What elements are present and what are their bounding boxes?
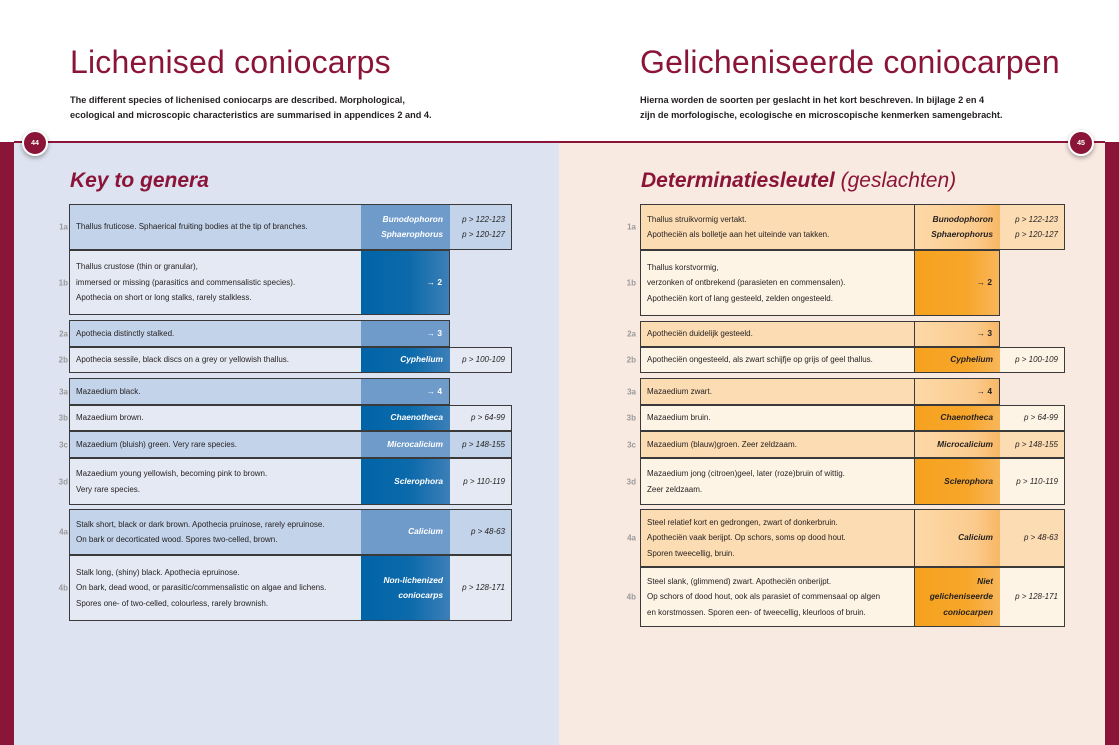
couplet-description: [640, 378, 914, 405]
description-line: Thallus struikvormig vertakt.: [647, 214, 747, 224]
description-line: en korstmossen. Sporen een- of tweecellig, kleurloos of bruin.: [647, 607, 866, 617]
page-ref-line: p > 48-63: [470, 527, 505, 537]
description-line: Stalk long, (shiny) black. Apothecia epruinose.: [76, 567, 240, 577]
page-ref-line: p > 100-109: [462, 355, 505, 365]
lead-to-couplet: [914, 378, 1000, 405]
key-title-right: [641, 169, 956, 193]
description-line: On bark or decorticated wood. Spores two-celled, brown.: [76, 535, 278, 544]
couplet-description: [69, 509, 361, 555]
genus-name: [914, 509, 1000, 567]
genus-line: coniocarpen: [943, 606, 993, 617]
description-line: Thallus crustose (thin or granular),: [76, 262, 198, 272]
couplet-code: 1a: [59, 222, 68, 232]
couplet-code: 4a: [59, 527, 68, 537]
page-ref-line: p > 120-127: [1015, 230, 1058, 239]
couplet-code: 4b: [626, 592, 636, 602]
key-title-main: Determinatiesleutel: [641, 169, 835, 192]
genus-name: [914, 431, 1000, 458]
couplet-code: 2a: [627, 329, 636, 339]
genus-line: Sclerophora: [394, 475, 443, 486]
couplet-description: [69, 320, 361, 347]
right-edge-strip: [1105, 142, 1119, 745]
description-line: Mazaedium jong (citroen)geel, later (roze)bruin of wittig.: [647, 469, 845, 478]
couplet-description: [640, 405, 914, 431]
header-divider-left: [14, 141, 559, 143]
right-page-intro: [640, 93, 1110, 123]
page-reference: [1000, 431, 1065, 458]
genus-name: [361, 347, 450, 373]
lead-arrow-label: → 2: [426, 276, 442, 287]
couplet-description: [640, 458, 914, 505]
genus-name: [361, 555, 450, 621]
couplet-code: 1a: [627, 222, 636, 232]
couplet-description: [640, 250, 914, 316]
page-reference: [450, 509, 512, 555]
description-line: On bark, dead wood, or parasitic/commensalistic on algae and lichens.: [76, 583, 327, 593]
description-line: Apothecia distinctly stalked.: [76, 328, 175, 338]
couplet-code: 2b: [626, 355, 636, 365]
page-reference: [1000, 509, 1065, 567]
genus-line: Niet: [977, 575, 993, 586]
key-title-left: Key to genera: [70, 169, 209, 192]
genus-name: [914, 204, 1000, 250]
page-number-badge-left: 44: [22, 130, 48, 156]
lead-arrow-label: → 3: [426, 327, 442, 338]
page-ref-line: p > 128-171: [462, 583, 505, 593]
description-line: Very rare species.: [76, 484, 141, 494]
genus-line: Microcalicium: [937, 438, 993, 449]
couplet-description: [69, 250, 361, 315]
couplet-description: [69, 555, 361, 621]
description-line: Mazaedium (blauw)groen. Zeer zeldzaam.: [647, 439, 797, 449]
genus-line: Cyphelium: [950, 354, 993, 365]
description-line: Spores one- of two-celled, colourless, rarely brownish.: [76, 598, 269, 608]
genus-line: Cyphelium: [400, 354, 443, 365]
page-ref-line: p > 148-155: [1015, 439, 1058, 449]
page-reference: [1000, 347, 1065, 373]
page-ref-line: p > 128-171: [1015, 592, 1058, 602]
page-ref-line: p > 120-127: [462, 230, 505, 239]
lead-to-couplet: [361, 378, 450, 405]
genus-line: Microcalicium: [387, 438, 443, 449]
right-page-header: [559, 0, 1119, 142]
page-reference: [1000, 321, 1065, 347]
description-line: Apothecia on short or long stalks, rarely stalkless.: [76, 293, 252, 303]
couplet-code: 2b: [58, 355, 68, 365]
genus-name: [361, 204, 450, 250]
couplet-code: 4a: [627, 533, 636, 543]
couplet-description: [640, 204, 914, 250]
intro-line: Hierna worden de soorten per geslacht in het kort beschreven. In bijlage 2 en 4: [640, 95, 985, 105]
lead-arrow-label: → 4: [976, 385, 992, 396]
genus-line: Chaenotheca: [940, 412, 993, 423]
lead-arrow-label: → 2: [976, 277, 992, 288]
genus-line: coniocarps: [398, 590, 443, 600]
page-reference: [450, 204, 512, 250]
genus-name: [361, 405, 450, 431]
couplet-description: [69, 458, 361, 505]
left-page-intro: [70, 93, 540, 123]
genus-line: Calicium: [408, 526, 443, 537]
lead-to-couplet: [361, 250, 450, 315]
couplet-description: [69, 378, 361, 405]
genus-name: [914, 347, 1000, 373]
genus-line: Sphaerophorus: [931, 229, 993, 239]
left-edge-strip: [0, 142, 14, 745]
page-reference: [450, 431, 512, 458]
left-page-title: Lichenised coniocarps: [70, 44, 391, 80]
description-line: verzonken of ontbrekend (parasieten en commensalen).: [647, 278, 846, 288]
page-reference: [1000, 405, 1065, 431]
couplet-code: 4b: [58, 583, 68, 593]
couplet-code: 1b: [58, 278, 68, 287]
couplet-description: [640, 509, 914, 567]
couplet-description: [640, 431, 914, 458]
couplet-description: [69, 405, 361, 431]
couplet-description: [640, 567, 914, 627]
couplet-code: 3d: [58, 477, 68, 486]
description-line: Mazaedium (bluish) green. Very rare species.: [76, 439, 237, 449]
genus-line: Bunodophoron: [932, 213, 993, 224]
genus-line: Non-lichenized: [383, 574, 443, 585]
lead-to-couplet: [914, 321, 1000, 347]
couplet-code: 2a: [59, 329, 68, 338]
genus-name: [914, 405, 1000, 431]
page-reference: [1000, 378, 1065, 405]
couplet-description: [69, 204, 361, 250]
description-line: Steel slank, (glimmend) zwart. Apotheciën onberijpt.: [647, 576, 832, 586]
description-line: immersed or missing (parasitics and commensalistic species).: [76, 277, 296, 287]
description-line: Sporen tweecellig, bruin.: [647, 548, 735, 558]
description-line: Thallus korstvormig,: [647, 262, 719, 272]
page-reference: [450, 347, 512, 373]
description-line: Thallus fruticose. Sphaerical fruiting bodies at the tip of branches.: [76, 222, 308, 232]
description-line: Op schors of dood hout, ook als parasiet of commensaal op algen: [647, 592, 881, 602]
description-line: Mazaedium black.: [76, 386, 141, 396]
genus-line: Calicium: [958, 532, 993, 543]
page-reference: [450, 405, 512, 431]
genus-line: Bunodophoron: [382, 213, 443, 224]
page-reference: [450, 250, 512, 315]
page-reference: [450, 378, 512, 405]
couplet-code: 3a: [59, 387, 68, 396]
description-line: Mazaedium zwart.: [647, 386, 712, 396]
couplet-code: 3c: [59, 440, 68, 449]
genus-name: [361, 458, 450, 505]
intro-line: zijn de morfologische, ecologische en microscopische kenmerken samengebracht.: [640, 110, 1003, 120]
intro-line: The different species of lichenised coniocarps are described. Morphological,: [70, 95, 405, 105]
description-line: Steel relatief kort en gedrongen, zwart of donkerbruin.: [647, 517, 838, 527]
page-reference: [1000, 204, 1065, 250]
right-page-title: Gelicheniseerde coniocarpen: [640, 44, 1060, 80]
genus-line: Sclerophora: [944, 475, 993, 486]
page-reference: [450, 458, 512, 505]
page-ref-line: p > 64-99: [470, 413, 505, 423]
description-line: Apotheciën ongesteeld, als zwart schijfje op grijs of geel thallus.: [647, 355, 873, 365]
header-divider-right: [559, 141, 1105, 143]
page-ref-line: p > 122-123: [1015, 214, 1058, 224]
couplet-code: 3b: [626, 413, 636, 423]
description-line: Apotheciën vaak berijpt. Op schors, soms op dood hout.: [647, 533, 846, 543]
page-reference: [1000, 458, 1065, 505]
description-line: Mazaedium brown.: [76, 413, 144, 423]
page-ref-line: p > 122-123: [462, 214, 505, 224]
page-reference: [450, 555, 512, 621]
couplet-code: 3c: [627, 440, 636, 449]
couplet-description: [640, 347, 914, 373]
page-ref-line: p > 148-155: [462, 439, 505, 449]
genus-name: [361, 431, 450, 458]
description-line: Apotheciën als bolletje aan het uiteinde van takken.: [647, 230, 830, 239]
couplet-description: [69, 431, 361, 458]
lead-to-couplet: [361, 320, 450, 347]
intro-line: ecological and microscopic characteristics are summarised in appendices 2 and 4.: [70, 110, 432, 120]
genus-line: gelicheniseerde: [929, 591, 993, 602]
couplet-code: 3d: [626, 477, 636, 486]
genus-line: Chaenotheca: [390, 412, 443, 423]
lead-arrow-label: → 4: [426, 385, 442, 396]
genus-name: [361, 509, 450, 555]
couplet-code: 1b: [626, 278, 636, 288]
description-line: Zeer zeldzaam.: [647, 484, 703, 494]
page-reference: [1000, 567, 1065, 627]
page-ref-line: p > 100-109: [1015, 355, 1058, 365]
couplet-code: 3b: [58, 413, 68, 423]
key-title-subtitle: (geslachten): [840, 169, 957, 192]
description-line: Stalk short, black or dark brown. Apothecia pruinose, rarely epruinose.: [76, 519, 325, 529]
description-line: Apotheciën duidelijk gesteeld.: [647, 329, 753, 339]
genus-name: [914, 458, 1000, 505]
description-line: Apothecia sessile, black discs on a grey or yellowish thallus.: [76, 355, 289, 365]
page-ref-line: p > 110-119: [1016, 476, 1058, 486]
couplet-description: [640, 321, 914, 347]
genus-name: [914, 567, 1000, 627]
lead-arrow-label: → 3: [976, 328, 992, 339]
description-line: Mazaedium bruin.: [647, 413, 711, 423]
genus-line: Sphaerophorus: [381, 229, 443, 239]
couplet-code: 3a: [627, 387, 636, 396]
page-ref-line: p > 64-99: [1023, 413, 1058, 423]
page-ref-line: p > 48-63: [1023, 533, 1058, 543]
page-reference: [1000, 250, 1065, 316]
lead-to-couplet: [914, 250, 1000, 316]
description-line: Mazaedium young yellowish, becoming pink to brown.: [76, 469, 268, 478]
couplet-description: [69, 347, 361, 373]
page-reference: [450, 320, 512, 347]
description-line: Apotheciën kort of lang gesteeld, zelden ongesteeld.: [647, 293, 833, 303]
page-ref-line: p > 110-119: [463, 476, 505, 486]
left-page-header: [0, 0, 559, 142]
page-number-badge-right: 45: [1068, 130, 1094, 156]
